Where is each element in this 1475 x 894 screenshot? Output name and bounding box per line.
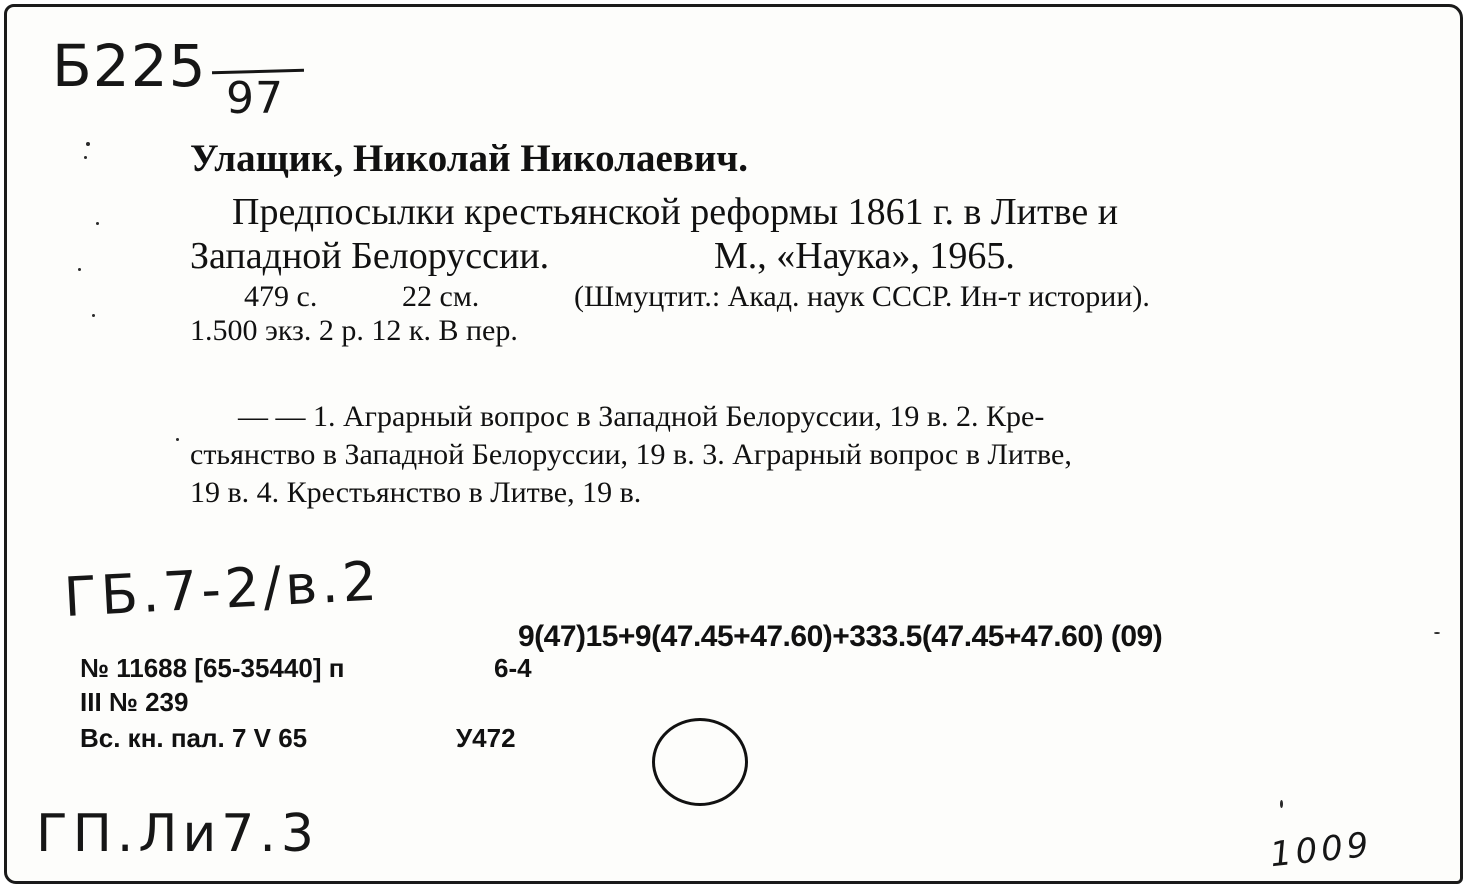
punch-hole <box>652 718 748 806</box>
collation-note: (Шмуцтит.: Акад. наук СССР. Ин-т истории). <box>574 280 1150 313</box>
scan-speck <box>1434 632 1440 634</box>
call-number-sub: 97 <box>226 73 284 124</box>
handwritten-shelf-mark: ГБ.7-2/в.2 <box>62 549 383 629</box>
record-author-mark: У472 <box>456 723 516 753</box>
classification-index: 9(47)15+9(47.45+47.60)+333.5(47.45+47.60) (09) <box>518 620 1163 653</box>
collation-size: 22 см. <box>402 280 480 313</box>
scan-speck <box>78 268 81 271</box>
collation-pages: 479 с. <box>244 280 318 313</box>
call-number <box>52 34 207 98</box>
record-code: 6-4 <box>494 653 532 683</box>
scan-speck <box>84 156 87 159</box>
title-line-1: Предпосылки крестьянской реформы 1861 г. в Литве и <box>232 191 1119 233</box>
author-heading: Улащик, Николай Николаевич. <box>190 137 749 180</box>
collation-line-2: 1.500 экз. 2 р. 12 к. В пер. <box>190 314 518 347</box>
scan-speck <box>96 222 99 225</box>
title-line-2-a: Западной Белоруссии. <box>190 235 550 277</box>
scan-speck <box>176 438 179 441</box>
handwritten-bottom-mark: ГП.Ли7.3 <box>36 804 319 864</box>
handwritten-corner-number: 1009 <box>1268 824 1375 876</box>
subjects-line-1: — — 1. Аграрный вопрос в Западной Белоруссии, 19 в. 2. Кре- <box>238 400 1045 433</box>
scan-speck <box>86 142 90 146</box>
subjects-line-3: 19 в. 4. Крестьянство в Литве, 19 в. <box>190 476 642 509</box>
title-line-2-b: М., «Наука», 1965. <box>714 235 1015 277</box>
scan-speck <box>92 314 95 317</box>
subjects-line-2: стьянство в Западной Белоруссии, 19 в. 3. Аграрный вопрос в Литве, <box>190 438 1072 471</box>
call-number-main: Б225 <box>52 32 207 100</box>
scan-speck <box>1280 800 1283 808</box>
record-number: № 11688 [65-35440] п <box>80 653 345 683</box>
record-series: III № 239 <box>80 687 189 717</box>
record-print-info: Вс. кн. пал. 7 V 65 <box>80 723 308 753</box>
